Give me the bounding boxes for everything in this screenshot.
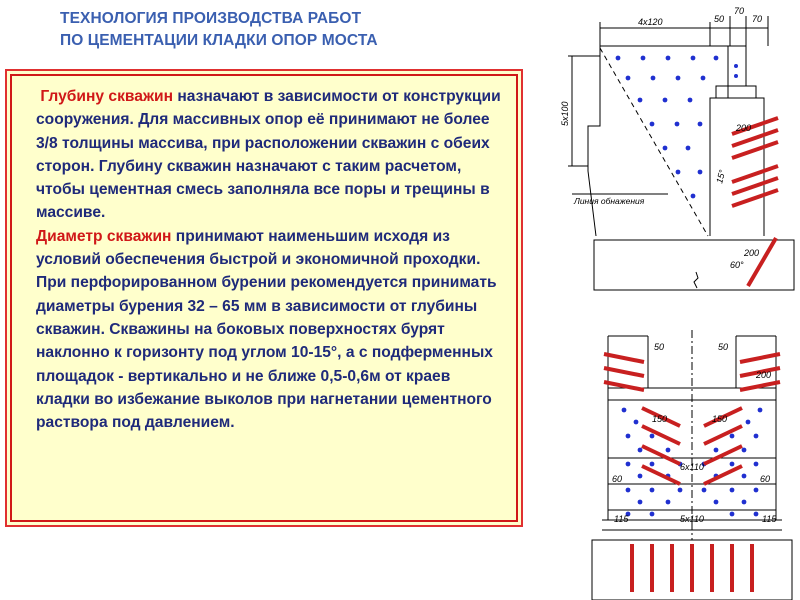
dim-60-right: 60 xyxy=(760,474,771,484)
dim-5x100: 5x100 xyxy=(560,101,570,126)
dim-115-right: 115 xyxy=(762,514,777,524)
title-line-2: ПО ЦЕМЕНТАЦИИ КЛАДКИ ОПОР МОСТА xyxy=(60,32,378,49)
page-title xyxy=(60,8,480,52)
paragraph-diameter-text: принимают наименьшим исходя из условий обеспечения быстрой и экономичной проходки. При перфорированном бурении рекомендуется принимать диаметры бурения 32 – 65 мм в зависимости от глубины скважин. Скважины на боковых поверхностях бурят наклонно к горизонту под углом 10-15°, а с подферменных площадок - вертикально и не ближе 0,5-0,6м от краев кладки во избежание выколов при нагнетании цементного раствора под давлением. xyxy=(36,227,497,432)
dim-6x110: 6x110 xyxy=(680,462,704,472)
paragraph-depth-text: назначают в зависимости от конструкции сооружения. Для массивных опор её принимают не более 3/8 толщины массива, при расположении скважин с обеих сторон. Глубину скважин назначают с таким расчетом, чтобы цементная смесь заполняла все поры и трещины в массиве. xyxy=(36,88,501,222)
label-exposure-line: Линия обнажения xyxy=(574,196,645,206)
pier-elevation-drawing xyxy=(588,326,796,600)
dim-50: 50 xyxy=(714,14,725,24)
dim-200a: 200 xyxy=(736,123,752,133)
dim-200b: 200 xyxy=(744,248,760,258)
dim-70b: 70 xyxy=(752,14,763,24)
dim-150-right: 150 xyxy=(712,414,728,424)
dim-15: 15° xyxy=(714,168,728,185)
text-panel xyxy=(10,74,518,522)
paragraph-depth xyxy=(36,85,506,225)
paragraph-diameter xyxy=(36,225,506,435)
dim-70a: 70 xyxy=(734,6,745,16)
dim-5x110: 5x110 xyxy=(680,514,704,524)
dim-60: 60° xyxy=(730,260,744,270)
title-line-1: ТЕХНОЛОГИЯ ПРОИЗВОДСТВА РАБОТ xyxy=(60,10,362,27)
dim-50-left: 50 xyxy=(654,342,665,352)
pier-section-drawing xyxy=(548,6,796,296)
dim-60-left: 60 xyxy=(612,474,623,484)
dim-4x120: 4x120 xyxy=(638,17,663,27)
dim-115-left: 115 xyxy=(614,514,629,524)
dim-50-right: 50 xyxy=(718,342,729,352)
dim-150-left: 150 xyxy=(652,414,668,424)
highlight-depth: Глубину скважин xyxy=(40,88,174,105)
text-panel-content xyxy=(36,85,506,434)
dim-200: 200 xyxy=(756,370,772,380)
highlight-diameter: Диаметр скважин xyxy=(36,227,172,245)
